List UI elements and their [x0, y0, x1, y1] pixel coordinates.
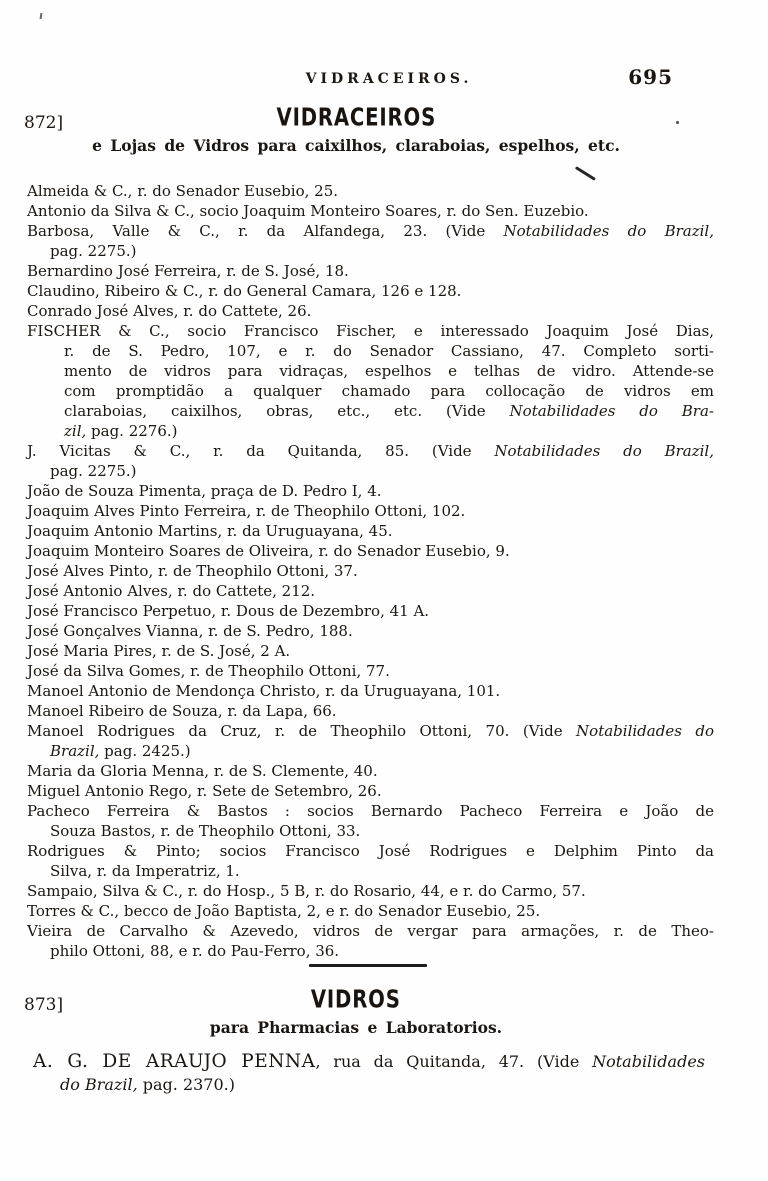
directory-entries-vidraceiros: [27, 181, 714, 961]
directory-entry: José Gonçalves Vianna, r. de S. Pedro, 188.: [27, 622, 353, 640]
directory-entry: José Maria Pires, r. de S. José, 2 A.: [27, 642, 291, 660]
section-subtitle: e Lojas de Vidros para caixilhos, claraboias, espelhos, etc.: [92, 136, 620, 155]
section-divider: [309, 964, 427, 967]
section-ref-number: 873]: [24, 995, 64, 1015]
directory-entry: J. Vicitas & C., r. da Quitanda, 85. (Vide Notabilidades do Brazil, pag. 2275.): [27, 442, 714, 480]
directory-entry: José Francisco Perpetuo, r. Dous de Dezembro, 41 A.: [27, 602, 430, 620]
section-header-vidraceiros: [0, 104, 712, 155]
directory-entry: Claudino, Ribeiro & C., r. do General Camara, 126 e 128.: [27, 282, 462, 300]
page-number: 695: [628, 65, 673, 89]
directory-entry: Torres & C., becco de João Baptista, 2, e r. do Senador Eusebio, 25.: [27, 902, 541, 920]
scan-speck: [39, 13, 42, 19]
directory-entries-vidros: [33, 1050, 705, 1096]
directory-entry: FISCHER & C., socio Francisco Fischer, e interessado Joaquim José Dias, r. de S. Pedro, 107, e r. do Senador Cassiano, 47. Completo sorti- mento de vidros para vidraças, espelhos e telhas de vidro. Attende-se com promptidão a qualquer chamado para collocação de vidros em claraboias, caixilhos, obras, etc., etc. (Vide Notabilidades do Bra- zil, pag. 2276.): [27, 322, 714, 440]
directory-entry: Conrado José Alves, r. do Cattete, 26.: [27, 302, 312, 320]
directory-entry: Joaquim Monteiro Soares de Oliveira, r. do Senador Eusebio, 9.: [27, 542, 510, 560]
directory-entry: Joaquim Alves Pinto Ferreira, r. de Theophilo Ottoni, 102.: [27, 502, 466, 520]
directory-entry: Manoel Ribeiro de Souza, r. da Lapa, 66.: [27, 702, 337, 720]
scan-speck: [676, 121, 679, 124]
directory-entry: Manoel Antonio de Mendonça Christo, r. da Uruguayana, 101.: [27, 682, 501, 700]
directory-entry: João de Souza Pimenta, praça de D. Pedro I, 4.: [27, 482, 382, 500]
section-title: VIDRACEIROS: [276, 102, 436, 132]
section-header-vidros: [0, 986, 712, 1037]
directory-entry: A. G. DE ARAUJO PENNA, rua da Quitanda, 47. (Vide Notabilidades do Brazil, pag. 2370.): [33, 1051, 705, 1094]
directory-entry: Joaquim Antonio Martins, r. da Uruguayana, 45.: [27, 522, 393, 540]
directory-entry: Pacheco Ferreira & Bastos : socios Bernardo Pacheco Ferreira e João de Souza Bastos, r. de Theophilo Ottoni, 33.: [27, 802, 714, 840]
running-head: VIDRACEIROS.: [305, 71, 473, 87]
directory-entry: Bernardino José Ferreira, r. de S. José, 18.: [27, 262, 349, 280]
directory-entry: Miguel Antonio Rego, r. Sete de Setembro, 26.: [27, 782, 382, 800]
directory-entry: Sampaio, Silva & C., r. do Hosp., 5 B, r. do Rosario, 44, e r. do Carmo, 57.: [27, 882, 586, 900]
directory-entry: José Antonio Alves, r. do Cattete, 212.: [27, 582, 316, 600]
directory-entry: Maria da Gloria Menna, r. de S. Clemente, 40.: [27, 762, 378, 780]
section-ref-number: 872]: [24, 113, 64, 133]
directory-entry: José Alves Pinto, r. de Theophilo Ottoni, 37.: [27, 562, 358, 580]
directory-entry: Vieira de Carvalho & Azevedo, vidros de vergar para armações, r. de Theo- philo Ottoni, 88, e r. do Pau-Ferro, 36.: [27, 922, 714, 960]
pen-mark-artifact: [575, 166, 596, 180]
section-title: VIDROS: [311, 984, 401, 1014]
section-subtitle: para Pharmacias e Laboratorios.: [209, 1018, 503, 1037]
directory-entry: José da Silva Gomes, r. de Theophilo Ottoni, 77.: [27, 662, 390, 680]
directory-entry: Manoel Rodrigues da Cruz, r. de Theophilo Ottoni, 70. (Vide Notabilidades do Brazil, pag. 2425.): [27, 722, 714, 760]
directory-entry: Antonio da Silva & C., socio Joaquim Monteiro Soares, r. do Sen. Euzebio.: [27, 202, 589, 220]
directory-entry: Almeida & C., r. do Senador Eusebio, 25.: [27, 182, 339, 200]
directory-entry: Barbosa, Valle & C., r. da Alfandega, 23. (Vide Notabilidades do Brazil, pag. 2275.): [27, 222, 714, 260]
directory-entry: Rodrigues & Pinto; socios Francisco José Rodrigues e Delphim Pinto da Silva, r. da Imperatriz, 1.: [27, 842, 714, 880]
